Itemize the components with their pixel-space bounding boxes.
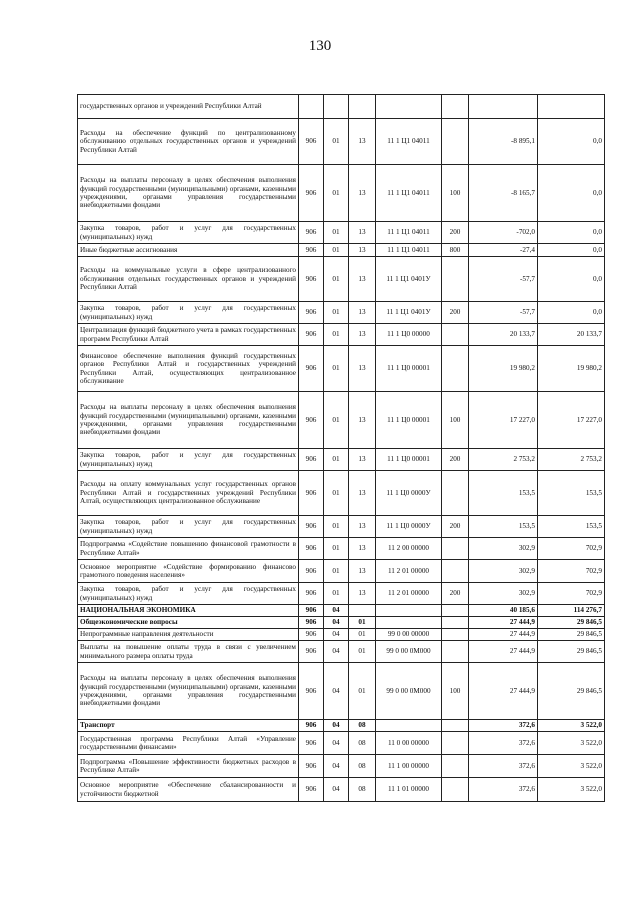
row-rz: 01: [324, 324, 349, 346]
table-row: [78, 449, 605, 471]
row-ved: 906: [299, 471, 324, 516]
row-rz: 01: [324, 392, 349, 449]
row-rz: 04: [324, 663, 349, 720]
row-ved: 906: [299, 165, 324, 222]
row-sum-1: -8 165,7: [469, 165, 538, 222]
row-pr: 01: [349, 663, 376, 720]
row-sum-1: 17 227,0: [469, 392, 538, 449]
row-sum-1: -57,7: [469, 257, 538, 302]
row-sum-1: 302,9: [469, 538, 538, 560]
table-row: [78, 755, 605, 778]
row-csr: [376, 720, 442, 732]
table-row: [78, 222, 605, 244]
row-vr: 200: [442, 516, 469, 538]
row-rz: 04: [324, 605, 349, 617]
row-ved: 906: [299, 449, 324, 471]
row-pr: 01: [349, 617, 376, 629]
table-row: [78, 471, 605, 516]
row-sum-2: 2 753,2: [538, 449, 605, 471]
row-sum-2: [538, 95, 605, 119]
row-sum-2: 114 276,7: [538, 605, 605, 617]
row-rz: 01: [324, 119, 349, 165]
row-name: Основное мероприятие «Содействие формированию финансово грамотного поведения населения»: [78, 560, 299, 583]
row-ved: 906: [299, 324, 324, 346]
row-name: Расходы на коммунальные услуги в сфере централизованного обслуживания отдельных государственных органов и учреждений Республики Алтай: [78, 257, 299, 302]
row-csr: 11 1 Ц1 04011: [376, 244, 442, 257]
row-rz: 01: [324, 244, 349, 257]
row-pr: 13: [349, 324, 376, 346]
row-ved: 906: [299, 538, 324, 560]
budget-table: [77, 94, 605, 802]
row-name: НАЦИОНАЛЬНАЯ ЭКОНОМИКА: [78, 605, 299, 617]
row-name: Закупка товаров, работ и услуг для государственных (муниципальных) нужд: [78, 222, 299, 244]
table-row: [78, 244, 605, 257]
row-sum-1: 27 444,9: [469, 641, 538, 663]
row-pr: 08: [349, 778, 376, 802]
row-sum-2: 0,0: [538, 257, 605, 302]
row-name: Расходы на выплаты персоналу в целях обеспечения выполнения функций государственными (муниципальными) органами, казенными учреждениями, органами управления государственными внебюджетными фондами: [78, 392, 299, 449]
row-name: Расходы на выплаты персоналу в целях обеспечения выполнения функций государственными (муниципальными) органами, казенными учреждениями, органами управления государственными внебюджетными фондами: [78, 165, 299, 222]
row-ved: 906: [299, 583, 324, 605]
row-rz: 04: [324, 617, 349, 629]
row-pr: 08: [349, 720, 376, 732]
row-sum-1: 40 185,6: [469, 605, 538, 617]
row-csr: 11 1 Ц0 0000У: [376, 471, 442, 516]
row-name: Государственная программа Республики Алтай «Управление государственными финансами»: [78, 732, 299, 755]
row-pr: 13: [349, 165, 376, 222]
row-sum-1: 372,6: [469, 720, 538, 732]
row-vr: [442, 732, 469, 755]
table-row: [78, 641, 605, 663]
row-sum-2: 702,9: [538, 560, 605, 583]
row-rz: 04: [324, 629, 349, 641]
row-ved: 906: [299, 257, 324, 302]
row-pr: [349, 605, 376, 617]
row-csr: 11 2 00 00000: [376, 538, 442, 560]
row-rz: 01: [324, 538, 349, 560]
row-sum-2: 702,9: [538, 583, 605, 605]
row-csr: 11 0 00 00000: [376, 732, 442, 755]
table-row: [78, 516, 605, 538]
row-ved: 906: [299, 119, 324, 165]
row-sum-2: 29 846,5: [538, 629, 605, 641]
row-rz: 01: [324, 165, 349, 222]
table-body: [78, 95, 605, 802]
table-row: [78, 617, 605, 629]
row-vr: [442, 471, 469, 516]
row-sum-1: 302,9: [469, 560, 538, 583]
row-vr: [442, 641, 469, 663]
row-vr: 100: [442, 663, 469, 720]
row-sum-2: 3 522,0: [538, 755, 605, 778]
row-ved: 906: [299, 302, 324, 324]
row-vr: [442, 629, 469, 641]
row-pr: 13: [349, 471, 376, 516]
row-name: Закупка товаров, работ и услуг для государственных (муниципальных) нужд: [78, 302, 299, 324]
row-vr: [442, 755, 469, 778]
row-rz: 04: [324, 732, 349, 755]
row-rz: 01: [324, 449, 349, 471]
row-ved: 906: [299, 755, 324, 778]
row-ved: 906: [299, 392, 324, 449]
row-ved: 906: [299, 641, 324, 663]
table-row: [78, 663, 605, 720]
row-name: Расходы на оплату коммунальных услуг государственных органов Республики Алтай и государственных учреждений Республики Алтай, осуществляющих централизованное обслуживание: [78, 471, 299, 516]
row-rz: [324, 95, 349, 119]
row-sum-2: 3 522,0: [538, 732, 605, 755]
row-csr: 11 2 01 00000: [376, 583, 442, 605]
row-vr: [442, 617, 469, 629]
row-sum-1: 20 133,7: [469, 324, 538, 346]
table-row: [78, 732, 605, 755]
row-csr: 11 1 Ц0 0000У: [376, 516, 442, 538]
row-csr: 11 1 Ц0 00001: [376, 392, 442, 449]
row-name: Основное мероприятие «Обеспечение сбалансированности и устойчивости бюджетной: [78, 778, 299, 802]
row-sum-1: 27 444,9: [469, 629, 538, 641]
row-rz: 01: [324, 471, 349, 516]
table-row: [78, 165, 605, 222]
row-name: Транспорт: [78, 720, 299, 732]
table-row: [78, 560, 605, 583]
row-csr: 11 1 Ц0 00001: [376, 346, 442, 392]
table-row: [78, 392, 605, 449]
table-row: [78, 583, 605, 605]
table-row: [78, 324, 605, 346]
row-sum-2: 19 980,2: [538, 346, 605, 392]
row-vr: [442, 95, 469, 119]
row-csr: 11 1 Ц1 04011: [376, 119, 442, 165]
row-sum-2: 153,5: [538, 471, 605, 516]
row-rz: 01: [324, 560, 349, 583]
row-sum-2: 3 522,0: [538, 720, 605, 732]
row-ved: 906: [299, 605, 324, 617]
row-csr: 99 0 00 0М000: [376, 663, 442, 720]
table-row: [78, 605, 605, 617]
row-sum-1: 19 980,2: [469, 346, 538, 392]
row-ved: 906: [299, 732, 324, 755]
row-csr: 11 1 Ц1 04011: [376, 165, 442, 222]
row-sum-2: 0,0: [538, 119, 605, 165]
row-csr: 99 0 00 0М000: [376, 641, 442, 663]
row-vr: 200: [442, 222, 469, 244]
table-row: [78, 257, 605, 302]
row-name: Централизация функций бюджетного учета в рамках государственных программ Республики Алтай: [78, 324, 299, 346]
table-row: [78, 538, 605, 560]
row-sum-2: 0,0: [538, 244, 605, 257]
row-ved: 906: [299, 778, 324, 802]
row-pr: 13: [349, 346, 376, 392]
row-pr: [349, 95, 376, 119]
row-ved: 906: [299, 516, 324, 538]
row-vr: [442, 605, 469, 617]
row-sum-1: 372,6: [469, 732, 538, 755]
row-sum-1: 372,6: [469, 778, 538, 802]
row-sum-2: 153,5: [538, 516, 605, 538]
row-vr: [442, 119, 469, 165]
row-name: Расходы на выплаты персоналу в целях обеспечения выполнения функций государственными (муниципальными) органами, казенными учреждениями, органами управления государственными внебюджетными фондами: [78, 663, 299, 720]
row-vr: [442, 560, 469, 583]
row-csr: 11 1 Ц1 0401У: [376, 257, 442, 302]
row-pr: 13: [349, 244, 376, 257]
row-sum-1: -57,7: [469, 302, 538, 324]
row-pr: 13: [349, 583, 376, 605]
row-vr: [442, 720, 469, 732]
row-sum-1: -8 895,1: [469, 119, 538, 165]
row-vr: 200: [442, 583, 469, 605]
row-vr: 100: [442, 165, 469, 222]
row-pr: 08: [349, 732, 376, 755]
row-pr: 01: [349, 629, 376, 641]
table-row: [78, 119, 605, 165]
row-name: Закупка товаров, работ и услуг для государственных (муниципальных) нужд: [78, 449, 299, 471]
row-ved: 906: [299, 560, 324, 583]
table-row: [78, 629, 605, 641]
row-sum-1: 153,5: [469, 471, 538, 516]
row-sum-1: [469, 95, 538, 119]
row-sum-2: 0,0: [538, 302, 605, 324]
row-name: Иные бюджетные ассигнования: [78, 244, 299, 257]
row-vr: 200: [442, 302, 469, 324]
row-rz: 01: [324, 516, 349, 538]
row-csr: 11 1 01 00000: [376, 778, 442, 802]
row-sum-2: 29 846,5: [538, 617, 605, 629]
row-rz: 01: [324, 302, 349, 324]
row-rz: 01: [324, 346, 349, 392]
row-ved: 906: [299, 617, 324, 629]
row-csr: 99 0 00 00000: [376, 629, 442, 641]
row-csr: 11 2 01 00000: [376, 560, 442, 583]
row-name: Непрограммные направления деятельности: [78, 629, 299, 641]
row-rz: 04: [324, 720, 349, 732]
row-ved: 906: [299, 244, 324, 257]
row-name: Закупка товаров, работ и услуг для государственных (муниципальных) нужд: [78, 516, 299, 538]
row-name: Выплаты на повышение оплаты труда в связи с увеличением минимального размера оплаты труда: [78, 641, 299, 663]
row-sum-1: 302,9: [469, 583, 538, 605]
row-rz: 01: [324, 583, 349, 605]
row-name: Подпрограмма «Повышение эффективности бюджетных расходов в Республике Алтай»: [78, 755, 299, 778]
row-csr: 11 1 Ц1 04011: [376, 222, 442, 244]
row-vr: [442, 346, 469, 392]
row-rz: 04: [324, 778, 349, 802]
row-pr: 13: [349, 449, 376, 471]
row-ved: 906: [299, 346, 324, 392]
row-sum-2: 29 846,5: [538, 663, 605, 720]
row-csr: [376, 95, 442, 119]
row-vr: [442, 778, 469, 802]
table-row: [78, 720, 605, 732]
row-csr: 11 1 00 00000: [376, 755, 442, 778]
row-vr: 200: [442, 449, 469, 471]
row-ved: 906: [299, 663, 324, 720]
row-sum-2: 3 522,0: [538, 778, 605, 802]
row-sum-2: 0,0: [538, 165, 605, 222]
row-ved: 906: [299, 222, 324, 244]
row-pr: 13: [349, 516, 376, 538]
row-csr: [376, 617, 442, 629]
row-pr: 08: [349, 755, 376, 778]
row-rz: 04: [324, 641, 349, 663]
row-ved: 906: [299, 629, 324, 641]
row-name: государственных органов и учреждений Республики Алтай: [78, 95, 299, 119]
row-pr: 13: [349, 302, 376, 324]
row-pr: 13: [349, 538, 376, 560]
row-sum-1: -702,0: [469, 222, 538, 244]
table-row: [78, 778, 605, 802]
row-name: Расходы на обеспечение функций по централизованному обслуживанию отдельных государственных органов и учреждений Республики Алтай: [78, 119, 299, 165]
row-sum-2: 29 846,5: [538, 641, 605, 663]
row-pr: 13: [349, 560, 376, 583]
row-sum-1: 27 444,9: [469, 663, 538, 720]
row-sum-1: 372,6: [469, 755, 538, 778]
row-rz: 01: [324, 257, 349, 302]
row-vr: 800: [442, 244, 469, 257]
row-sum-1: 27 444,9: [469, 617, 538, 629]
row-sum-1: -27,4: [469, 244, 538, 257]
row-vr: [442, 324, 469, 346]
row-csr: 11 1 Ц0 00000: [376, 324, 442, 346]
table-row: [78, 302, 605, 324]
row-sum-2: 0,0: [538, 222, 605, 244]
row-ved: 906: [299, 720, 324, 732]
row-rz: 01: [324, 222, 349, 244]
row-sum-1: 2 753,2: [469, 449, 538, 471]
row-vr: [442, 257, 469, 302]
table-row: [78, 346, 605, 392]
row-vr: 100: [442, 392, 469, 449]
row-rz: 04: [324, 755, 349, 778]
row-csr: 11 1 Ц1 0401У: [376, 302, 442, 324]
row-name: Финансовое обеспечение выполнения функций государственных органов Республики Алтай и государственных учреждений Республики Алтай, осуществляющих централизованное обслуживание: [78, 346, 299, 392]
row-pr: 13: [349, 119, 376, 165]
row-pr: 01: [349, 641, 376, 663]
row-sum-2: 702,9: [538, 538, 605, 560]
row-ved: [299, 95, 324, 119]
row-sum-2: 20 133,7: [538, 324, 605, 346]
row-pr: 13: [349, 392, 376, 449]
table-row: [78, 95, 605, 119]
row-vr: [442, 538, 469, 560]
row-name: Закупка товаров, работ и услуг для государственных (муниципальных) нужд: [78, 583, 299, 605]
row-name: Подпрограмма «Содействие повышению финансовой грамотности в Республике Алтай»: [78, 538, 299, 560]
row-sum-2: 17 227,0: [538, 392, 605, 449]
row-csr: 11 1 Ц0 00001: [376, 449, 442, 471]
row-pr: 13: [349, 222, 376, 244]
page-number: 130: [308, 38, 332, 54]
row-name: Общеэкономические вопросы: [78, 617, 299, 629]
row-pr: 13: [349, 257, 376, 302]
row-csr: [376, 605, 442, 617]
row-sum-1: 153,5: [469, 516, 538, 538]
